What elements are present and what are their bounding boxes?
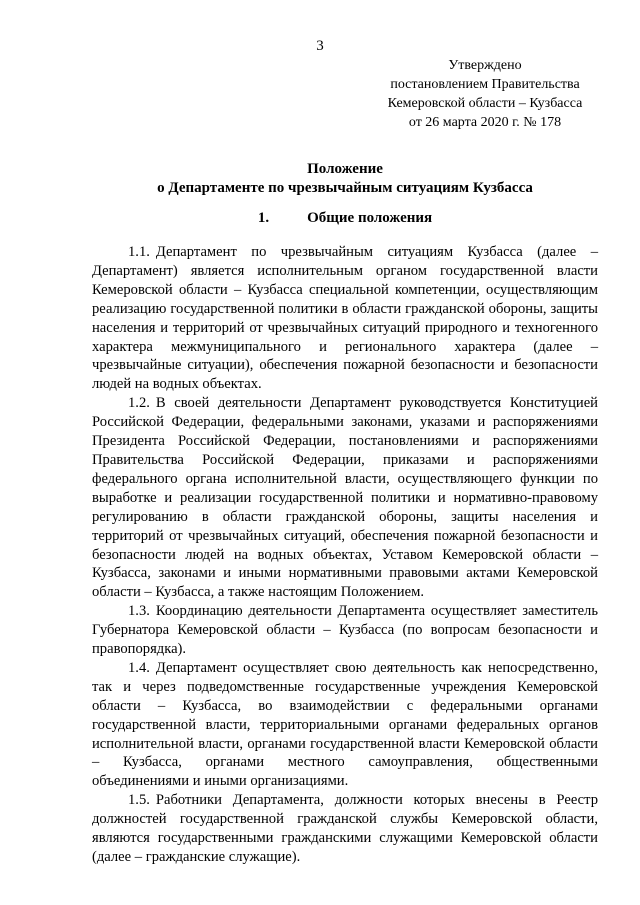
title-line: Положение (307, 161, 383, 177)
paragraph-text: Работники Департамента, должности которых внесены в Реестр должностей государственной гражданской службы Кемеровской области, являются государственными гражданскими служащими Кемеровской области (далее – гражданские служащие). (92, 792, 598, 865)
title-line: о Департаменте по чрезвычайным ситуациям Кузбасса (157, 180, 533, 196)
paragraph (92, 659, 598, 791)
document-title (92, 160, 598, 198)
approval-line: Утверждено (448, 58, 522, 73)
paragraph-number: 1.1. (128, 244, 150, 260)
section-number: 1. (257, 210, 270, 226)
paragraph-number: 1.2. (128, 395, 150, 412)
document-body (92, 243, 598, 867)
approval-line: от 26 марта 2020 г. № 178 (408, 115, 562, 130)
paragraph-text: В своей деятельности Департамент руководствуется Конституцией Российской Федерации, федеральными законами, указами и распоряжениями Президента Российской Федерации, постановлениями и распоряжениями Правительства Российской Федерации, приказами и распоряжениями федерального органа исполнительной власти, осуществляющего функции по выработке и реализации государственной политики и нормативно-правовому регулированию в области гражданской обороны, защиты населения и территорий от чрезвычайных ситуаций, обеспечения пожарной безопасности и безопасности людей на водных объектах, Уставом Кемеровской области – Кузбасса, законами и иными нормативными правовыми актами Кемеровской области – Кузбасса, а также настоящим Положением. (92, 395, 598, 601)
paragraph (92, 394, 598, 602)
paragraph (92, 243, 598, 394)
paragraph-number: 1.3. (128, 603, 150, 620)
paragraph-text: Координацию деятельности Департамента осуществляет заместитель Губернатора Кемеровской области – Кузбасса (по вопросам безопасности и правопорядка). (92, 603, 598, 658)
section-title: Общие положения (307, 210, 433, 226)
paragraph (92, 602, 598, 659)
paragraph-number: 1.4. (128, 659, 150, 676)
paragraph (92, 791, 598, 867)
section-heading (92, 210, 598, 227)
paragraph-number: 1.5. (128, 792, 150, 809)
paragraph-text: Департамент осуществляет свою деятельность как непосредственно, так и через подведомственные государственные учреждения Кемеровской области – Кузбасса, во взаимодействии с федеральными органами государственной власти, территориальными органами федеральных органов исполнительной власти, органами государственной власти Кемеровской области – Кузбасса, органами местного самоуправления, общественными объединениями и иными организациями. (92, 659, 598, 790)
paragraph-text: Департамент по чрезвычайным ситуациям Кузбасса (далее – Департамент) является исполнительным органом государственной власти Кемеровской области – Кузбасса специальной компетенции, осуществляющим реализацию государственной политики в области гражданской обороны, защиты населения и территорий от чрезвычайных ситуаций природного и техногенного характера межмуниципального и регионального характера (далее – чрезвычайные ситуации), обеспечения пожарной безопасности и безопасности людей на водных объектах. (92, 244, 598, 393)
page-number: 3 (316, 38, 324, 54)
approval-line: постановлением Правительства (390, 77, 580, 92)
approval-stamp (365, 56, 605, 132)
approval-line: Кемеровской области – Кузбасса (387, 96, 583, 111)
